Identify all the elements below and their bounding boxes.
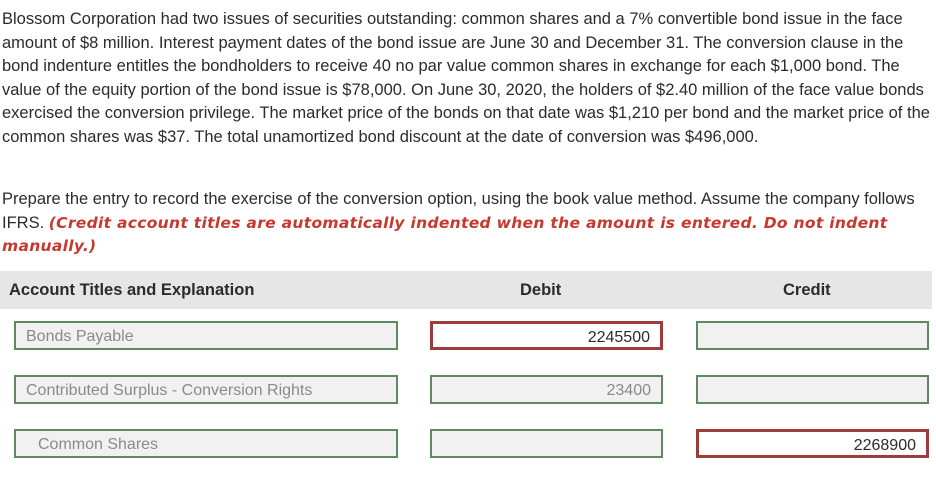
problem-statement: Blossom Corporation had two issues of securities outstanding: common shares and a 7% convertible bond issue in the face amount of $8 million. Interest payment dates of the bond issue are June 30 and December 31. The conversion clause in the bond indenture entitles the bondholders to receive 40 no par value common shares in exchange for each $1,000 bond. The value of the equity portion of the bond issue is $78,000. On June 30, 2020, the holders of $2.40 million of the face value bonds exercised the conversion privilege. The market price of the bonds on that date was $1,210 per bond and the market price of the common shares was $37. The total unamortized bond discount at the date of conversion was $496,000. — [2, 10, 930, 146]
debit-amount-value: 23400 — [606, 382, 651, 399]
account-title-value: Common Shares — [38, 436, 159, 453]
header-debit: Debit — [520, 281, 562, 299]
credit-amount-field[interactable] — [696, 375, 929, 404]
instruction-text — [2, 188, 932, 259]
account-title-field[interactable] — [14, 321, 398, 350]
instruction-main: Prepare the entry to record the exercise of the conversion option, using the book value method. Assume the company follows IFRS. — [2, 190, 915, 232]
account-title-field[interactable] — [14, 375, 398, 404]
debit-amount-field[interactable] — [430, 375, 663, 404]
instruction-note: (Credit account titles are automatically indented when the amount is entered. Do not indent manually.) — [2, 213, 888, 256]
credit-amount-field[interactable] — [696, 321, 929, 350]
journal-row — [0, 375, 936, 409]
debit-amount-value: 2245500 — [587, 329, 650, 346]
journal-table-header — [0, 271, 932, 309]
journal-row — [0, 429, 936, 463]
header-account: Account Titles and Explanation — [9, 281, 255, 299]
debit-amount-field[interactable] — [430, 321, 663, 350]
debit-amount-field[interactable] — [430, 429, 663, 458]
credit-amount-value: 2268900 — [853, 437, 916, 454]
account-title-value: Contributed Surplus - Conversion Rights — [26, 382, 313, 399]
account-title-field[interactable] — [14, 429, 398, 458]
header-credit: Credit — [783, 281, 831, 299]
credit-amount-field[interactable] — [696, 429, 929, 458]
journal-row — [0, 321, 936, 355]
account-title-value: Bonds Payable — [26, 328, 134, 345]
